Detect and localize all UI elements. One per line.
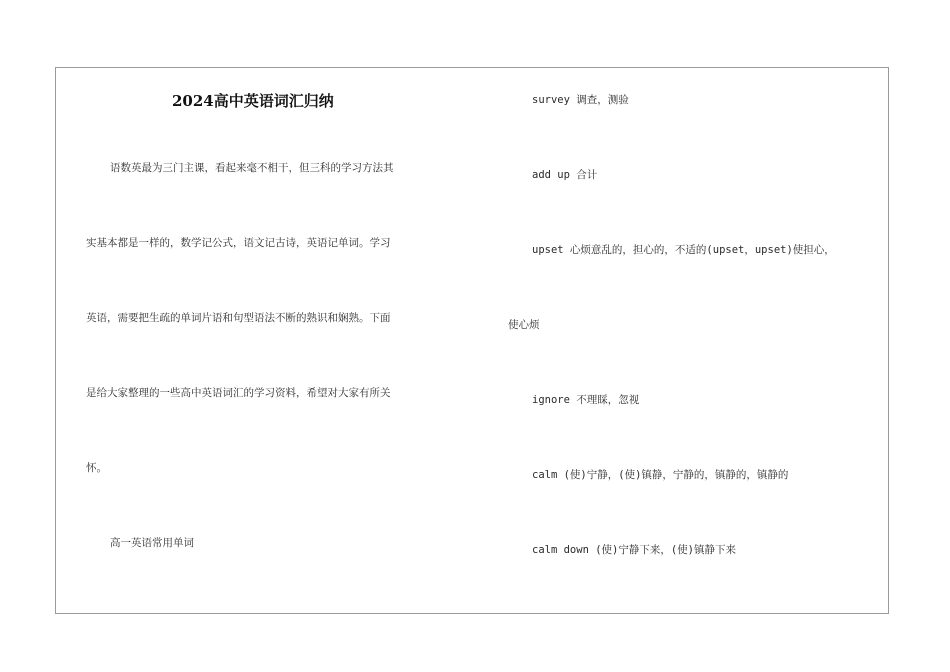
vocab-entry-add-up: add up 合计 (532, 169, 598, 181)
vocab-entry-calm-down: calm down (使)宁静下来，(使)镇静下来 (532, 544, 737, 556)
section-heading: 高一英语常用单词 (110, 537, 194, 549)
vocab-entry-ignore: ignore 不理睬，忽视 (532, 394, 640, 406)
page-border (55, 67, 889, 614)
intro-line-4: 是给大家整理的一些高中英语词汇的学习资料，希望对大家有所关 (86, 387, 391, 399)
vocab-entry-upset-continued: 使心烦 (508, 319, 540, 331)
vocab-entry-calm: calm (使)宁静，(使)镇静，宁静的，镇静的，镇静的 (532, 469, 789, 481)
vocab-entry-survey: survey 调查，测验 (532, 94, 629, 106)
intro-line-3: 英语，需要把生疏的单词片语和句型语法不断的熟识和娴熟。下面 (86, 312, 391, 324)
intro-line-1: 语数英最为三门主课，看起来毫不相干，但三科的学习方法其 (110, 162, 394, 174)
document-title: 2024高中英语词汇归纳 (172, 92, 334, 110)
intro-line-2: 实基本都是一样的，数学记公式，语文记古诗，英语记单词。学习 (86, 237, 391, 249)
intro-line-5: 怀。 (86, 462, 107, 474)
vocab-entry-upset: upset 心烦意乱的，担心的，不适的(upset，upset)使担心， (532, 244, 835, 256)
